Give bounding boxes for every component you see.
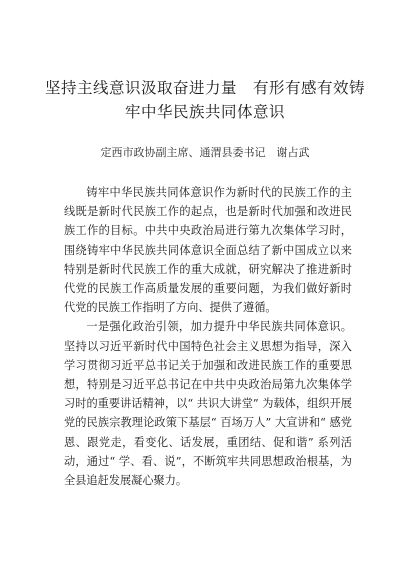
article-body — [64, 183, 352, 490]
author-byline: 定西市政协副主席、通渭县委书记 谢占武 — [100, 146, 310, 159]
article-title — [40, 76, 370, 124]
article-title-line-1: 坚持主线意识汲取奋进力量 有形有感有效铸 — [44, 79, 365, 97]
body-paragraph-2: 一是强化政治引领，加力提升中华民族共同体意识。坚持以习近平新时代中国特色社会主义思想为指导，深入学习贯彻习近平总书记关于加强和改进民族工作的重要思想，特别是习近平总书记在中共中央政治局第九次集体学习时的重要讲话精神，以“ 共识大讲堂” 为载体，组织开展党的民族宗教理论政策下基层“ 百场万人” 大宣讲和“ 感党恩、跟党走，看变化、话发展，重团结、促和谐” 系列活动，通过“ 学、看、说”，不断筑牢共同思想政治根基，为全县追赶发展凝心聚力。 — [64, 320, 352, 488]
body-paragraph-1: 铸牢中华民族共同体意识作为新时代的民族工作的主线既是新时代民族工作的起点，也是新时代加强和改进民族工作的目标。中共中央政治局进行第九次集体学习时，围绕铸牢中华民族共同体意识全面总结了新中国成立以来特别是新时代民族工作的重大成就，研究解决了推进新时代党的民族工作高质量发展的重要问题，为我们做好新时代党的民族工作指明了方向、提供了遵循。 — [64, 186, 352, 315]
article-title-line-2: 牢中华民族共同体意识 — [124, 103, 285, 121]
